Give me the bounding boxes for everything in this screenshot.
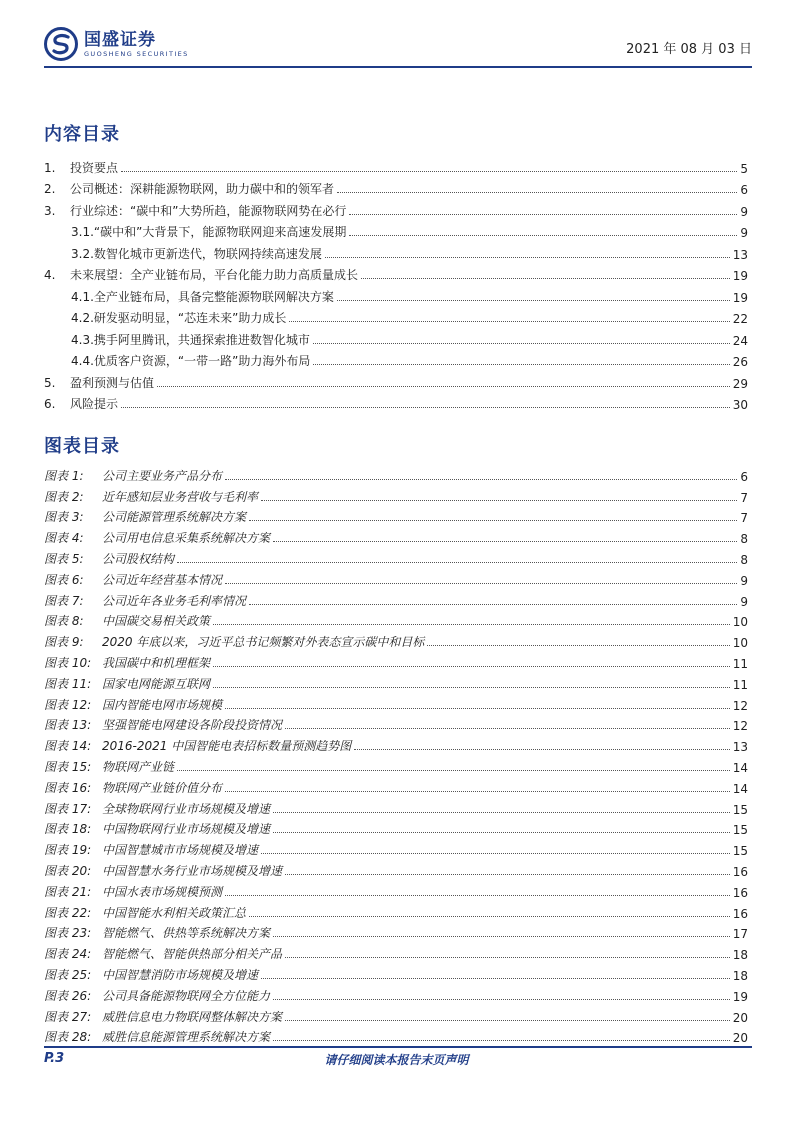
toc-list: [44, 154, 748, 412]
toc-entry-label: [44, 331, 310, 348]
toc-entry-text: 4.3.携手阿里腾讯，共通探索推进数智化城市: [71, 332, 310, 347]
report-date: 2021 年 08 月 03 日: [626, 42, 752, 57]
toc-entry[interactable]: [44, 154, 748, 176]
figure-entry-number: 图表 6:: [44, 572, 84, 587]
figure-entry-number: 图表 13:: [44, 718, 92, 733]
toc-entry-page: 22: [732, 312, 748, 326]
figure-entry-label: [44, 987, 270, 1004]
figure-entry-number: 图表 27:: [44, 1009, 92, 1024]
figure-entry-number: 图表 22:: [44, 905, 92, 920]
figure-entry-page: 15: [732, 844, 748, 859]
figure-entry-number: 图表 17:: [44, 801, 92, 816]
figure-entry-label: [44, 467, 222, 484]
dot-leader: [273, 812, 730, 813]
figure-entry-number: 图表 24:: [44, 947, 92, 962]
dot-leader: [121, 407, 730, 408]
figure-entry-page: 15: [732, 823, 748, 838]
figure-entry-number: 图表 2:: [44, 489, 84, 504]
toc-entry-label: [44, 245, 322, 262]
toc-entry-text: 投资要点: [70, 160, 119, 175]
toc-entry-label: [44, 374, 154, 391]
figure-entry-label: [44, 612, 210, 629]
page-header: [44, 24, 752, 66]
figure-entry-label: [44, 654, 210, 671]
figure-entry-label: [44, 592, 246, 609]
figure-entry-label: [44, 1008, 282, 1025]
figure-entry-text: 2020 年底以来，习近平总书记频繁对外表态宣示碳中和目标: [102, 635, 425, 650]
dot-leader: [285, 1020, 730, 1021]
figure-entry-page: 18: [732, 968, 748, 983]
figure-entry-text: 近年感知层业务营收与毛利率: [102, 489, 259, 504]
figure-entry-number: 图表 10:: [44, 655, 92, 670]
toc-entry-page: 13: [732, 247, 748, 262]
toc-entry-page: 30: [732, 398, 748, 412]
figure-entry-number: 图表 20:: [44, 863, 92, 878]
figure-entry[interactable]: [44, 505, 748, 526]
figure-entry-label: [44, 1028, 270, 1045]
figure-entry-page: 16: [732, 906, 748, 921]
toc-entry-text: 公司概述：深耕能源物联网，助力碳中和的领军者: [70, 182, 335, 196]
dot-leader: [225, 583, 737, 584]
logo-english-name: GUOSHENG SECURITIES: [84, 49, 189, 58]
toc-entry-text: 4.2.研发驱动明显，“芯连未来”助力成长: [71, 311, 287, 325]
figure-entry-text: 物联网产业链: [102, 759, 175, 774]
dot-leader: [249, 916, 730, 917]
figure-entry-label: [44, 966, 258, 983]
figure-entry-text: 威胜信息电力物联网整体解决方案: [102, 1009, 283, 1024]
figure-entry-page: 15: [732, 802, 748, 817]
dot-leader: [225, 791, 730, 792]
figure-entry-page: 6: [740, 469, 748, 484]
figure-entry-page: 8: [740, 532, 748, 547]
dot-leader: [354, 749, 729, 750]
figure-entry[interactable]: [44, 754, 748, 775]
logo-chinese-name: 国盛证券: [84, 29, 156, 50]
dot-leader: [213, 687, 730, 688]
dot-leader: [157, 386, 730, 387]
toc-entry-number: 5.: [44, 375, 56, 390]
toc-entry-text: 4.1.全产业链布局，具备完整能源物联网解决方案: [71, 289, 334, 304]
figure-entry[interactable]: [44, 1025, 748, 1046]
figure-entry-page: 12: [732, 719, 748, 734]
figure-entry[interactable]: [44, 983, 748, 1004]
dot-leader: [337, 192, 737, 193]
dot-leader: [225, 895, 730, 896]
figure-entry-label: [44, 716, 282, 733]
toc-entry-label: [44, 180, 334, 197]
figure-entry-text: 物联网产业链价值分布: [102, 780, 223, 795]
toc-entry-page: 5: [740, 161, 748, 176]
figure-entry[interactable]: [44, 817, 748, 838]
company-logo: [44, 26, 189, 62]
figure-entry-text: 智能燃气、供热等系统解决方案: [102, 926, 271, 941]
figure-entry-page: 16: [732, 864, 748, 879]
figure-entry-label: [44, 571, 222, 588]
figure-entry-page: 20: [732, 1031, 748, 1046]
figure-entry-label: [44, 779, 222, 796]
toc-entry-text: 风险提示: [70, 397, 119, 411]
dot-leader: [225, 479, 737, 480]
figure-entry-text: 中国水表市场规模预测: [102, 884, 223, 899]
figure-entry-page: 18: [732, 948, 748, 963]
footer-divider: [44, 1046, 752, 1048]
header-divider: [44, 66, 752, 68]
figure-entry[interactable]: [44, 733, 748, 754]
figure-entry-label: [44, 758, 174, 775]
toc-entry[interactable]: [44, 262, 748, 284]
figure-entry-label: [44, 529, 270, 546]
figure-entry[interactable]: [44, 567, 748, 588]
toc-entry[interactable]: [44, 305, 748, 327]
toc-entry-label: [44, 223, 346, 240]
figure-entry-label: [44, 904, 246, 921]
figure-entry[interactable]: [44, 921, 748, 942]
dot-leader: [177, 770, 730, 771]
figure-entry-text: 我国碳中和机理框架: [102, 655, 211, 670]
toc-entry[interactable]: [44, 219, 748, 241]
figure-entry-label: [44, 633, 424, 650]
figure-entry[interactable]: [44, 629, 748, 650]
figure-entry-text: 中国智慧消防市场规模及增速: [102, 967, 259, 982]
figure-entry-text: 坚强智能电网建设各阶段投资情况: [102, 718, 283, 733]
figure-entry-text: 全球物联网行业市场规模及增速: [102, 801, 271, 816]
figure-entry-text: 公司具备能源物联网全方位能力: [102, 988, 271, 1003]
figure-entry[interactable]: [44, 609, 748, 630]
figure-entry-page: 19: [732, 989, 748, 1004]
dot-leader: [285, 874, 730, 875]
disclaimer-note: 请仔细阅读本报告末页声明: [324, 1053, 469, 1067]
dot-leader: [273, 936, 730, 937]
figure-entry[interactable]: [44, 588, 748, 609]
toc-entry[interactable]: [44, 283, 748, 305]
figure-entry-page: 7: [740, 490, 748, 505]
figure-entry-number: 图表 1:: [44, 468, 84, 483]
dot-leader: [349, 235, 737, 236]
figure-entry[interactable]: [44, 941, 748, 962]
figure-entry-page: 12: [732, 698, 748, 713]
figure-entry[interactable]: [44, 837, 748, 858]
page-number: P.3: [44, 1051, 65, 1066]
dot-leader: [121, 171, 737, 172]
figure-entry-page: 11: [732, 656, 748, 671]
toc-entry-text: 3.1.“碳中和”大背景下，能源物联网迎来高速发展期: [71, 225, 347, 239]
dot-leader: [313, 364, 729, 365]
figure-entry-text: 公司近年各业务毛利率情况: [102, 593, 247, 608]
figure-entry-text: 公司近年经营基本情况: [102, 572, 223, 587]
toc-entry-text: 未来展望：全产业链布局，平台化能力助力高质量成长: [70, 268, 359, 282]
toc-entry[interactable]: [44, 197, 748, 219]
figure-entry-number: 图表 14:: [44, 739, 92, 754]
toc-entry-label: [44, 395, 118, 412]
figure-entry-text: 国内智能电网市场规模: [102, 697, 223, 712]
dot-leader: [213, 666, 730, 667]
figure-entry-text: 国家电网能源互联网: [102, 676, 211, 691]
toc-entry-number: 6.: [44, 397, 56, 411]
figure-entry-text: 中国智慧城市市场规模及增速: [102, 843, 259, 858]
figure-entry-number: 图表 3:: [44, 510, 84, 525]
figure-entry-number: 图表 12:: [44, 697, 92, 712]
figure-entry-label: [44, 841, 258, 858]
figure-entry-number: 图表 15:: [44, 759, 92, 774]
figure-entry-page: 20: [732, 1010, 748, 1025]
dot-leader: [273, 999, 730, 1000]
figure-entry[interactable]: [44, 858, 748, 879]
dot-leader: [337, 300, 730, 301]
figure-entry-text: 公司用电信息采集系统解决方案: [102, 531, 271, 546]
figure-entry-page: 17: [732, 927, 748, 942]
dot-leader: [177, 562, 737, 563]
toc-entry-text: 盈利预测与估值: [70, 375, 155, 390]
dot-leader: [313, 343, 730, 344]
figure-entry-text: 2016-2021 中国智能电表招标数量预测趋势图: [102, 739, 352, 754]
dot-leader: [261, 978, 730, 979]
figure-entry-text: 公司能源管理系统解决方案: [102, 510, 247, 525]
figure-entry-text: 智能燃气、智能供热部分相关产品: [102, 947, 283, 962]
figure-entry-label: [44, 488, 258, 505]
toc-entry-page: 19: [732, 269, 748, 283]
figure-entry-label: [44, 696, 222, 713]
toc-entry-label: [44, 309, 286, 326]
figure-entry-text: 威胜信息能源管理系统解决方案: [102, 1030, 271, 1045]
figure-entry-text: 中国碳交易相关政策: [102, 614, 211, 629]
figure-entry-text: 中国智能水利相关政策汇总: [102, 905, 247, 920]
dot-leader: [249, 520, 737, 521]
toc-entry-page: 19: [732, 290, 748, 305]
figure-entry[interactable]: [44, 962, 748, 983]
figure-entry[interactable]: [44, 900, 748, 921]
dot-leader: [273, 541, 737, 542]
figure-entry-number: 图表 11:: [44, 676, 92, 691]
figure-entry[interactable]: [44, 484, 748, 505]
figure-entry-label: [44, 800, 270, 817]
toc-entry-page: 24: [732, 333, 748, 348]
figure-entry-page: 14: [732, 781, 748, 796]
toc-entry-number: 2.: [44, 182, 56, 196]
figure-entry-page: 13: [732, 740, 748, 755]
figure-entry-text: 公司主要业务产品分布: [102, 468, 223, 483]
figure-entry[interactable]: [44, 671, 748, 692]
figure-entry-page: 10: [732, 636, 748, 651]
figure-entry[interactable]: [44, 650, 748, 671]
figure-entry[interactable]: [44, 463, 748, 484]
figure-entry-number: 图表 19:: [44, 843, 92, 858]
figure-entry-label: [44, 550, 174, 567]
toc-entry[interactable]: [44, 348, 748, 370]
dot-leader: [249, 604, 737, 605]
toc-title: 内容目录: [44, 124, 120, 145]
figure-entry[interactable]: [44, 775, 748, 796]
toc-entry[interactable]: [44, 391, 748, 413]
figure-entry-number: 图表 21:: [44, 884, 92, 899]
logo-mark-icon: [44, 27, 78, 61]
figure-entry-page: 16: [732, 885, 748, 900]
figure-entry-label: [44, 675, 210, 692]
dot-leader: [273, 1040, 730, 1041]
figure-entry-number: 图表 25:: [44, 967, 92, 982]
figure-entry-label: [44, 862, 282, 879]
figure-index-title: 图表目录: [44, 436, 120, 457]
figure-entry[interactable]: [44, 879, 748, 900]
figure-entry[interactable]: [44, 546, 748, 567]
toc-entry-label: [44, 202, 346, 219]
toc-entry[interactable]: [44, 240, 748, 262]
toc-entry-text: 行业综述：“碳中和”大势所趋，能源物联网势在必行: [70, 203, 347, 218]
toc-entry[interactable]: [44, 369, 748, 391]
toc-entry[interactable]: [44, 326, 748, 348]
dot-leader: [361, 278, 730, 279]
dot-leader: [325, 257, 730, 258]
toc-entry-page: 29: [732, 376, 748, 391]
toc-entry-label: [44, 159, 118, 176]
toc-entry-page: 6: [740, 183, 748, 197]
figure-entry-number: 图表 9:: [44, 635, 84, 650]
figure-entry-number: 图表 18:: [44, 822, 92, 837]
figure-entry[interactable]: [44, 713, 748, 734]
figure-entry-number: 图表 16:: [44, 780, 92, 795]
toc-entry-text: 4.4.优质客户资源，“一带一路”助力海外布局: [71, 354, 311, 368]
toc-entry-page: 9: [740, 204, 748, 219]
dot-leader: [225, 708, 730, 709]
figure-entry-label: [44, 945, 282, 962]
figure-entry-label: [44, 737, 351, 754]
dot-leader: [261, 500, 737, 501]
dot-leader: [261, 853, 730, 854]
figure-entry-page: 8: [740, 552, 748, 567]
dot-leader: [273, 832, 730, 833]
figure-entry-text: 中国智慧水务行业市场规模及增速: [102, 863, 283, 878]
dot-leader: [285, 728, 730, 729]
figure-entry-page: 9: [740, 594, 748, 609]
figure-entry-number: 图表 28:: [44, 1030, 92, 1045]
figure-entry-number: 图表 8:: [44, 614, 84, 629]
figure-entry-text: 公司股权结构: [102, 551, 175, 566]
figure-entry-number: 图表 4:: [44, 531, 84, 546]
figure-entry-label: [44, 820, 270, 837]
figure-entry-page: 11: [732, 677, 748, 692]
figure-entry-number: 图表 26:: [44, 988, 92, 1003]
dot-leader: [289, 321, 729, 322]
figure-entry[interactable]: [44, 1004, 748, 1025]
figure-entry-label: [44, 883, 222, 900]
toc-entry-number: 3.: [44, 203, 56, 218]
figure-entry-label: [44, 924, 270, 941]
figure-entry-label: [44, 508, 246, 525]
figure-index-list: [44, 463, 748, 1045]
toc-entry-page: 26: [732, 355, 748, 369]
dot-leader: [285, 957, 730, 958]
dot-leader: [213, 624, 730, 625]
toc-entry-page: 9: [740, 226, 748, 240]
toc-entry[interactable]: [44, 176, 748, 198]
figure-entry-number: 图表 23:: [44, 926, 92, 941]
figure-entry-text: 中国物联网行业市场规模及增速: [102, 822, 271, 837]
dot-leader: [427, 645, 729, 646]
toc-entry-label: [44, 288, 334, 305]
toc-entry-label: [44, 352, 310, 369]
toc-entry-number: 1.: [44, 160, 56, 175]
toc-entry-text: 3.2.数智化城市更新迭代，物联网持续高速发展: [71, 246, 322, 261]
figure-entry-page: 9: [740, 573, 748, 588]
toc-entry-number: 4.: [44, 268, 56, 282]
figure-entry-page: 7: [740, 511, 748, 526]
figure-entry[interactable]: [44, 525, 748, 546]
figure-entry[interactable]: [44, 796, 748, 817]
figure-entry-number: 图表 7:: [44, 593, 84, 608]
figure-entry[interactable]: [44, 692, 748, 713]
toc-entry-label: [44, 266, 358, 283]
dot-leader: [349, 214, 737, 215]
figure-entry-page: 14: [732, 760, 748, 775]
figure-entry-number: 图表 5:: [44, 551, 84, 566]
figure-entry-page: 10: [732, 615, 748, 630]
